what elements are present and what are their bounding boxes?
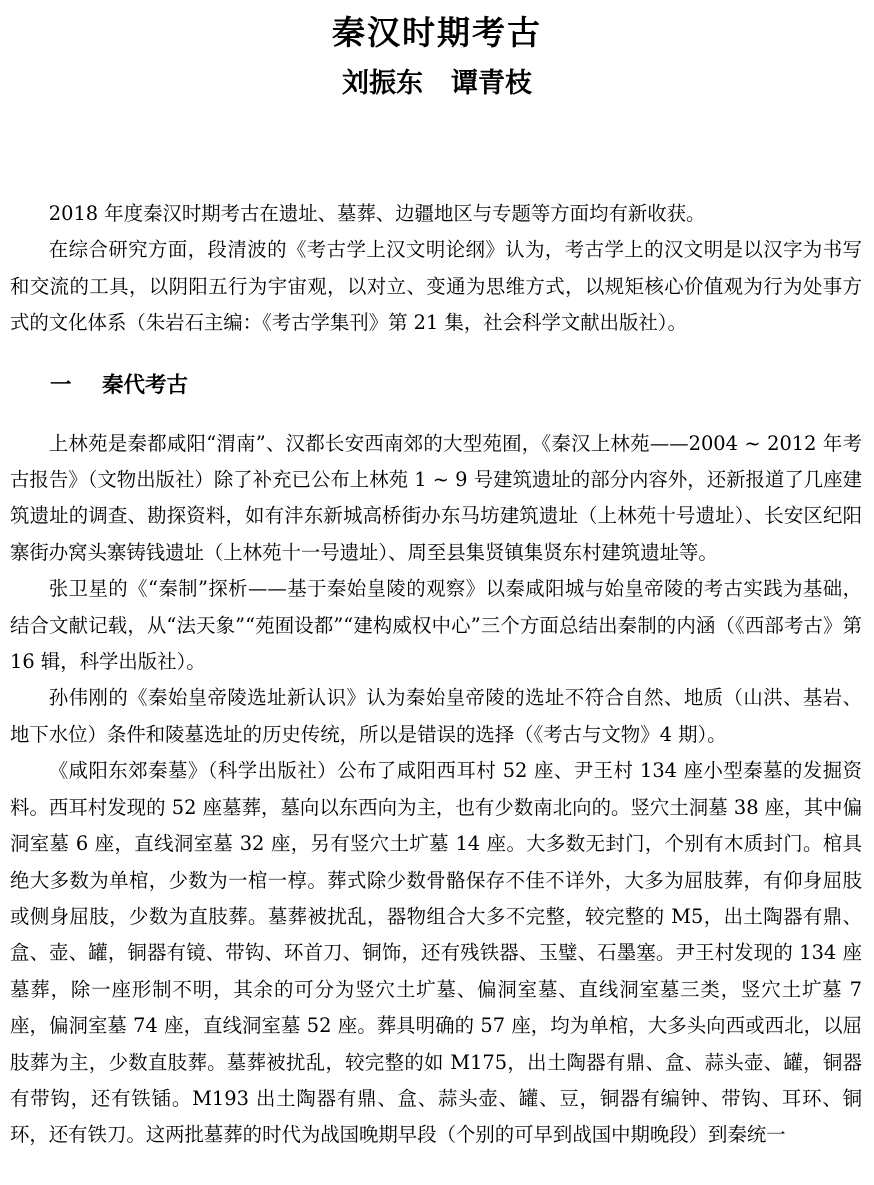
author-name: 刘振东 <box>342 68 423 99</box>
section-number: 一 <box>50 372 72 398</box>
paragraph: 上林苑是秦都咸阳“渭南”、汉都长安西南郊的大型苑囿，《秦汉上林苑——2004 ~ 2012 年考古报告》（文物出版社）除了补充已公布上林苑 1 ~ 9 号建筑遗址的部分内容外，还新报道了几座建筑遗址的调查、勘探资料，如有沣东新城高桥街办东马坊建筑遗址（上林苑十号遗址）、长安区纪阳寨街办窝头寨铸钱遗址（上林苑十一号遗址）、周至县集贤镇集贤东村建筑遗址等。 <box>10 431 862 564</box>
section-heading <box>10 366 862 406</box>
paragraph: 《咸阳东郊秦墓》（科学出版社）公布了咸阳西耳村 52 座、尹王村 134 座小型秦墓的发掘资料。西耳村发现的 52 座墓葬，墓向以东西向为主，也有少数南北向的。竖穴土洞墓 38 座，其中偏洞室墓 6 座，直线洞室墓 32 座，另有竖穴土圹墓 14 座。大多数无封门，个别有木质封门。棺具绝大多数为单棺，少数为一棺一椁。葬式除少数骨骼保存不佳不详外，大多为屈肢葬，有仰身屈肢或侧身屈肢，少数为直肢葬。墓葬被扰乱，器物组合大多不完整，较完整的 M5，出土陶器有鼎、盒、壶、罐，铜器有镜、带钩、环首刀、铜饰，还有残铁器、玉璧、石墨塞。尹王村发现的 134 座墓葬，除一座形制不明，其余的可分为竖穴土圹墓、偏洞室墓、直线洞室墓三类，竖穴土圹墓 7 座，偏洞室墓 74 座，直线洞室墓 52 座。葬具明确的 57 座，均为单棺，大多头向西或西北，以屈肢葬为主，少数直肢葬。墓葬被扰乱，较完整的如 M175，出土陶器有鼎、盒、蒜头壶、罐，铜器有带钩，还有铁锸。M193 出土陶器有鼎、盒、蒜头壶、罐、豆，铜器有编钟、带钩、耳环、铜环，还有铁刀。这两批墓葬的时代为战国晚期早段（个别的可早到战国中期晚段）到秦统一 <box>10 759 862 1147</box>
paragraph: 在综合研究方面，段清波的《考古学上汉文明论纲》认为，考古学上的汉文明是以汉字为书写和交流的工具，以阴阳五行为宇宙观，以对立、变通为思维方式，以规矩核心价值观为行为处事方式的文化体系（朱岩石主编：《考古学集刊》第 21 集，社会科学文献出版社）。 <box>10 238 862 335</box>
paragraph: 2018 年度秦汉时期考古在遗址、墓葬、边疆地区与专题等方面均有新收获。 <box>48 202 706 225</box>
paragraph: 张卫星的《“秦制”探析——基于秦始皇陵的观察》以秦咸阳城与始皇帝陵的考古实践为基础，结合文献记载，从“法天象”“苑囿设都”“建构威权中心”三个方面总结出秦制的内涵（《西部考古》第 16 辑，科学出版社）。 <box>10 577 862 674</box>
document-title: 秦汉时期考古 <box>332 13 542 52</box>
document-body <box>10 196 862 1154</box>
author-line <box>0 64 874 104</box>
author-name: 谭青枝 <box>451 68 532 99</box>
section-title: 秦代考古 <box>102 372 189 398</box>
paragraph: 孙伟刚的《秦始皇帝陵选址新认识》认为秦始皇帝陵的选址不符合自然、地质（山洪、基岩、地下水位）条件和陵墓选址的历史传统，所以是错误的选择（《考古与文物》4 期）。 <box>10 686 862 746</box>
